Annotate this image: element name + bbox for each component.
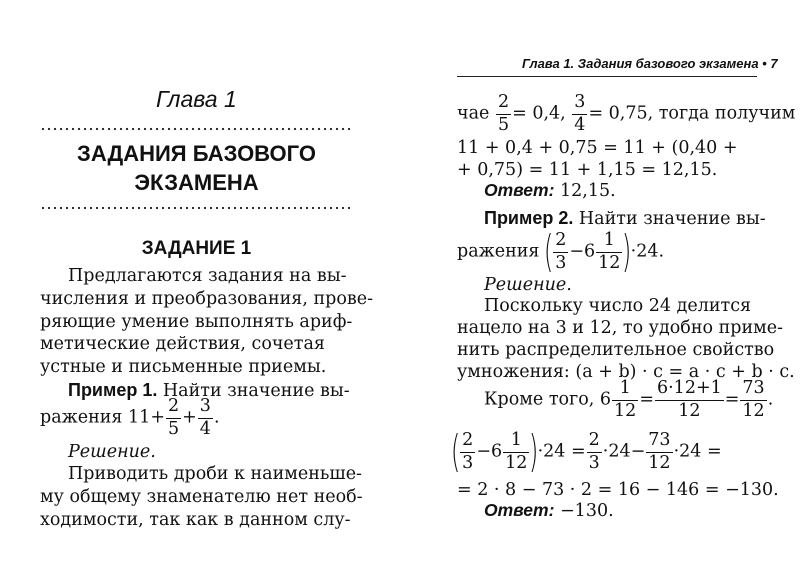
fraction-numerator: 3 (572, 94, 587, 115)
fraction-denominator: 12 (678, 400, 701, 421)
line1 (457, 94, 795, 134)
answer2 (484, 500, 614, 521)
fraction-numerator: 2 (587, 432, 602, 453)
fraction-denominator: 5 (167, 418, 180, 439)
fraction (596, 232, 622, 272)
example1-text2: ражения (40, 407, 123, 428)
expr-whole: 11+ (128, 407, 165, 428)
text: Кроме того, (484, 389, 595, 410)
solution-label: Решение. (484, 275, 572, 295)
chapter-title-line1: ЗАДАНИЯ БАЗОВОГО (77, 141, 316, 166)
text: ·24. (630, 241, 665, 262)
chapter-label: Глава 1 (156, 86, 237, 112)
fraction (655, 380, 724, 420)
fraction-denominator: 4 (199, 418, 211, 439)
fraction (587, 432, 602, 472)
final-line: = 2 · 8 − 73 · 2 = 16 − 146 = −130. (457, 480, 779, 500)
solution-line: ходимости, так как в данном слу- (40, 510, 351, 530)
fraction-numerator: 1 (596, 232, 622, 253)
fraction (572, 94, 587, 134)
text: = 0,75, тогда получим (588, 103, 796, 124)
fraction (460, 432, 475, 472)
text: ·24− (602, 441, 646, 462)
answer1 (484, 180, 616, 201)
fraction-numerator: 73 (646, 432, 672, 453)
fraction-denominator: 12 (648, 452, 671, 473)
fraction (553, 232, 568, 272)
example2-text: Найти значение вы- (578, 209, 766, 229)
fraction-numerator: 1 (503, 432, 529, 453)
header-rule (457, 76, 757, 77)
fraction-denominator: 12 (742, 400, 765, 421)
answer-value: −130. (560, 501, 614, 521)
solution-line: Поскольку число 24 делится (484, 296, 752, 316)
big-expression (450, 426, 722, 477)
text: чае (457, 103, 490, 124)
fraction-numerator: 1 (612, 380, 638, 401)
text: = 0,4, (512, 103, 566, 124)
fraction-denominator: 3 (588, 452, 600, 473)
dotted-rule-bottom (40, 205, 353, 211)
solution-line: му общему знаменателю нет необ- (40, 487, 363, 507)
fraction (612, 380, 638, 420)
answer-label: Ответ: (484, 500, 555, 520)
fraction-denominator: 3 (462, 452, 474, 473)
example1-expression (40, 398, 220, 438)
intro-line: числения и преобразования, прове- (40, 289, 373, 309)
period: . (213, 407, 220, 428)
solution-line: Приводить дроби к наименьше- (68, 464, 362, 484)
example2-label: Пример 2. (484, 208, 574, 228)
chapter-title-line2: ЭКЗАМЕНА (134, 170, 259, 195)
besides-line: Кроме того, 6 $\frac{1}{12}$ = $\frac{6\cdot 12+1}{12}$ = $\frac{73}{12}$ . (484, 378, 774, 421)
fraction-numerator: 2 (553, 232, 568, 253)
fraction (166, 398, 181, 438)
fraction (740, 380, 766, 420)
fraction-denominator: 5 (497, 114, 510, 135)
fraction-numerator: 2 (166, 398, 181, 419)
minus-whole: −6 (476, 441, 503, 462)
intro-line: ряющие умение выполнять ариф- (40, 312, 353, 332)
fraction-numerator: 6·12+1 (655, 380, 724, 401)
solution-line: умножения: (a + b) · c = a · c + b · c. (457, 362, 795, 382)
whole-number: 6 (599, 389, 612, 410)
text: ·24 = (673, 441, 722, 462)
line3: + 0,75) = 11 + 1,15 = 12,15. (457, 160, 718, 180)
answer-label: Ответ: (484, 180, 555, 200)
example1-label: Пример 1. (68, 380, 158, 400)
task-heading: ЗАДАНИЕ 1 (141, 238, 252, 259)
fraction-denominator: 12 (505, 452, 528, 473)
fraction-numerator: 2 (496, 94, 511, 115)
plus-sign: + (182, 407, 197, 428)
example2-text2: ражения (457, 241, 540, 262)
example2-expression (457, 226, 665, 277)
fraction-denominator: 3 (555, 252, 567, 273)
right-paren: ) (622, 226, 632, 277)
fraction-denominator: 12 (598, 252, 621, 273)
minus-whole: −6 (569, 241, 596, 262)
fraction (646, 432, 672, 472)
solution-line: нить распределительное свойство (457, 340, 775, 360)
running-header: Глава 1. Задания базового экзамена • 7 (522, 56, 778, 71)
example1-text: Найти значение вы- (162, 381, 350, 401)
fraction (198, 398, 213, 438)
fraction-denominator: 4 (574, 114, 586, 135)
text: ·24 = (537, 441, 586, 462)
intro-line: устные и письменные приемы. (40, 357, 327, 377)
intro-line: метические действия, сочетая (40, 334, 325, 354)
left-paren: ( (543, 226, 554, 277)
fraction-numerator: 73 (740, 380, 766, 401)
right-page (400, 0, 800, 578)
fraction (503, 432, 529, 472)
fraction-numerator: 2 (460, 432, 475, 453)
solution-line: нацело на 3 и 12, то удобно приме- (457, 318, 783, 338)
solution-label: Решение. (68, 442, 156, 462)
fraction (496, 94, 511, 134)
line2: 11 + 0,4 + 0,75 = 11 + (0,40 + (457, 138, 738, 158)
left-paren: ( (450, 426, 461, 477)
fraction-numerator: 3 (198, 398, 213, 419)
fraction-denominator: 12 (614, 400, 637, 421)
answer-value: 12,15. (560, 181, 616, 201)
dotted-rule-top (40, 126, 353, 132)
right-paren: ) (529, 426, 539, 477)
intro-line: Предлагаются задания на вы- (68, 266, 347, 286)
